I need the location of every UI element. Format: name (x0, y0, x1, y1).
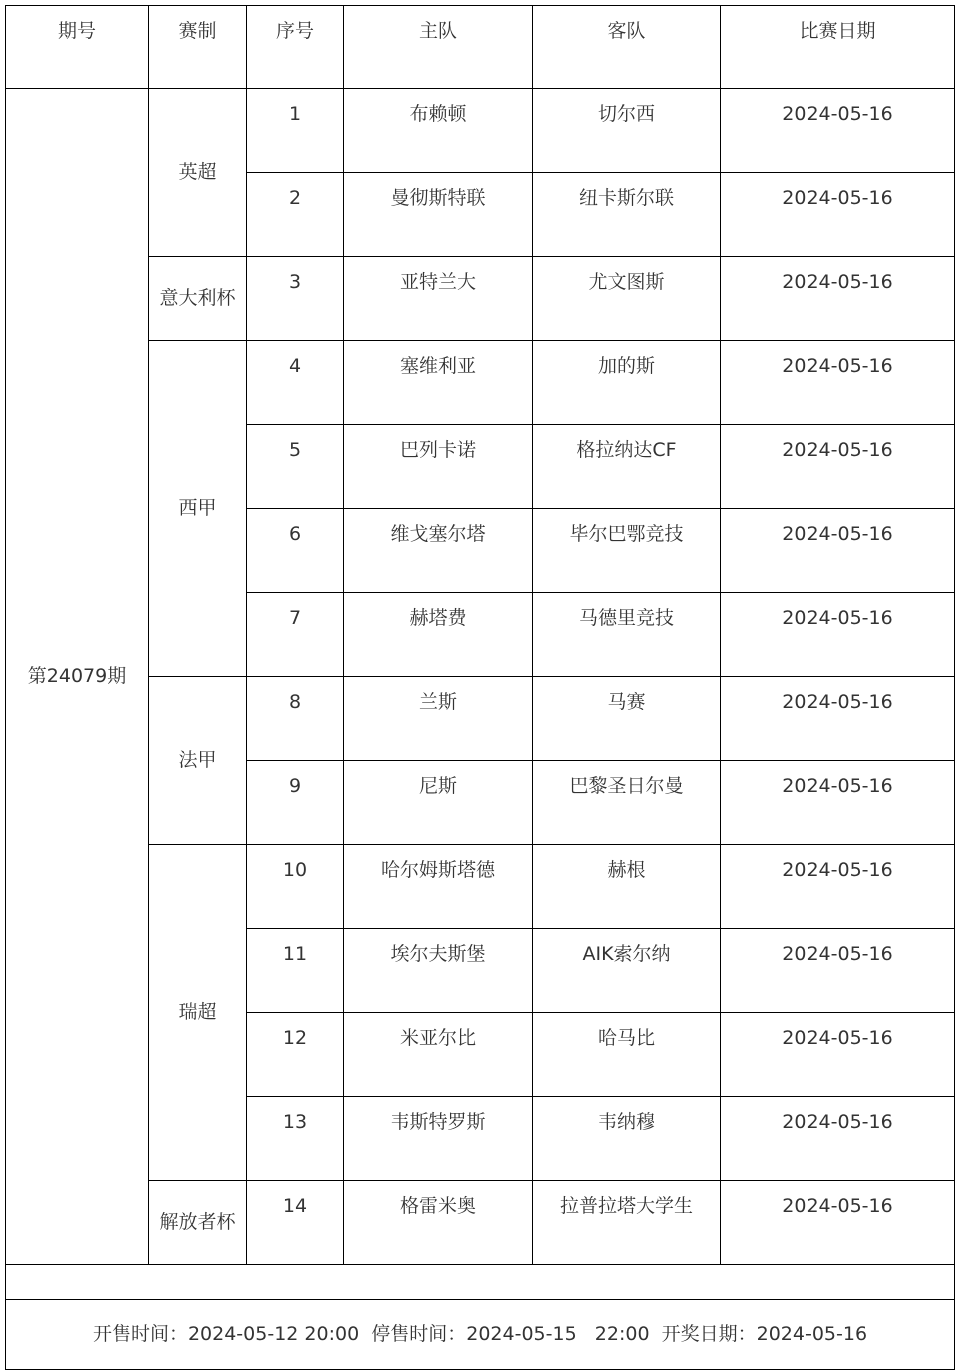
sale-info-row (6, 1300, 955, 1370)
match-date-cell: 2024-05-16 (721, 173, 955, 257)
empty-row (6, 1265, 955, 1300)
match-number-cell: 3 (247, 257, 344, 341)
match-number-cell: 5 (247, 425, 344, 509)
away-team-cell: 拉普拉塔大学生 (533, 1181, 721, 1265)
match-date-cell: 2024-05-16 (721, 1097, 955, 1181)
match-schedule-table (5, 5, 955, 1370)
header-number: 序号 (247, 6, 344, 89)
league-cell: 解放者杯 (149, 1181, 247, 1265)
away-team-cell: 毕尔巴鄂竞技 (533, 509, 721, 593)
table-row (6, 257, 955, 341)
home-team-cell: 塞维利亚 (344, 341, 533, 425)
home-team-cell: 格雷米奥 (344, 1181, 533, 1265)
sale-info-text: 开售时间：2024-05-12 20:00 停售时间：2024-05-15 22:00 开奖日期：2024-05-16 (92, 1323, 868, 1346)
table-row (6, 1181, 955, 1265)
home-team-cell: 兰斯 (344, 677, 533, 761)
home-team-cell: 哈尔姆斯塔德 (344, 845, 533, 929)
home-team-cell: 巴列卡诺 (344, 425, 533, 509)
table-row (6, 845, 955, 929)
away-team-cell: 尤文图斯 (533, 257, 721, 341)
match-date-cell: 2024-05-16 (721, 1013, 955, 1097)
match-number-cell: 1 (247, 89, 344, 173)
header-row (6, 6, 955, 89)
sale-info-cell (6, 1300, 955, 1370)
away-team-cell: 哈马比 (533, 1013, 721, 1097)
match-number-cell: 8 (247, 677, 344, 761)
league-cell: 英超 (149, 89, 247, 257)
league-cell: 瑞超 (149, 845, 247, 1181)
home-team-cell: 米亚尔比 (344, 1013, 533, 1097)
header-league: 赛制 (149, 6, 247, 89)
match-number-cell: 4 (247, 341, 344, 425)
header-period: 期号 (6, 6, 149, 89)
away-team-cell: 格拉纳达CF (533, 425, 721, 509)
empty-cell (6, 1265, 955, 1300)
match-date-cell: 2024-05-16 (721, 257, 955, 341)
league-cell: 西甲 (149, 341, 247, 677)
header-match-date: 比赛日期 (721, 6, 955, 89)
match-date-cell: 2024-05-16 (721, 341, 955, 425)
match-date-cell: 2024-05-16 (721, 929, 955, 1013)
away-team-cell: 切尔西 (533, 89, 721, 173)
match-number-cell: 14 (247, 1181, 344, 1265)
home-team-cell: 亚特兰大 (344, 257, 533, 341)
away-team-cell: AIK索尔纳 (533, 929, 721, 1013)
table-row (6, 89, 955, 173)
home-team-cell: 韦斯特罗斯 (344, 1097, 533, 1181)
away-team-cell: 纽卡斯尔联 (533, 173, 721, 257)
match-number-cell: 10 (247, 845, 344, 929)
match-number-cell: 9 (247, 761, 344, 845)
match-number-cell: 6 (247, 509, 344, 593)
match-date-cell: 2024-05-16 (721, 593, 955, 677)
match-number-cell: 13 (247, 1097, 344, 1181)
home-team-cell: 布赖顿 (344, 89, 533, 173)
header-away-team: 客队 (533, 6, 721, 89)
match-date-cell: 2024-05-16 (721, 89, 955, 173)
league-cell: 法甲 (149, 677, 247, 845)
league-cell: 意大利杯 (149, 257, 247, 341)
match-date-cell: 2024-05-16 (721, 677, 955, 761)
away-team-cell: 加的斯 (533, 341, 721, 425)
home-team-cell: 维戈塞尔塔 (344, 509, 533, 593)
table-row (6, 677, 955, 761)
match-number-cell: 2 (247, 173, 344, 257)
match-number-cell: 11 (247, 929, 344, 1013)
period-cell: 第24079期 (6, 89, 149, 1265)
match-date-cell: 2024-05-16 (721, 761, 955, 845)
match-date-cell: 2024-05-16 (721, 509, 955, 593)
away-team-cell: 巴黎圣日尔曼 (533, 761, 721, 845)
home-team-cell: 赫塔费 (344, 593, 533, 677)
away-team-cell: 赫根 (533, 845, 721, 929)
match-date-cell: 2024-05-16 (721, 1181, 955, 1265)
match-number-cell: 7 (247, 593, 344, 677)
table-row (6, 341, 955, 425)
header-home-team: 主队 (344, 6, 533, 89)
away-team-cell: 韦纳穆 (533, 1097, 721, 1181)
away-team-cell: 马德里竞技 (533, 593, 721, 677)
match-date-cell: 2024-05-16 (721, 425, 955, 509)
away-team-cell: 马赛 (533, 677, 721, 761)
match-date-cell: 2024-05-16 (721, 845, 955, 929)
home-team-cell: 埃尔夫斯堡 (344, 929, 533, 1013)
home-team-cell: 曼彻斯特联 (344, 173, 533, 257)
home-team-cell: 尼斯 (344, 761, 533, 845)
match-number-cell: 12 (247, 1013, 344, 1097)
